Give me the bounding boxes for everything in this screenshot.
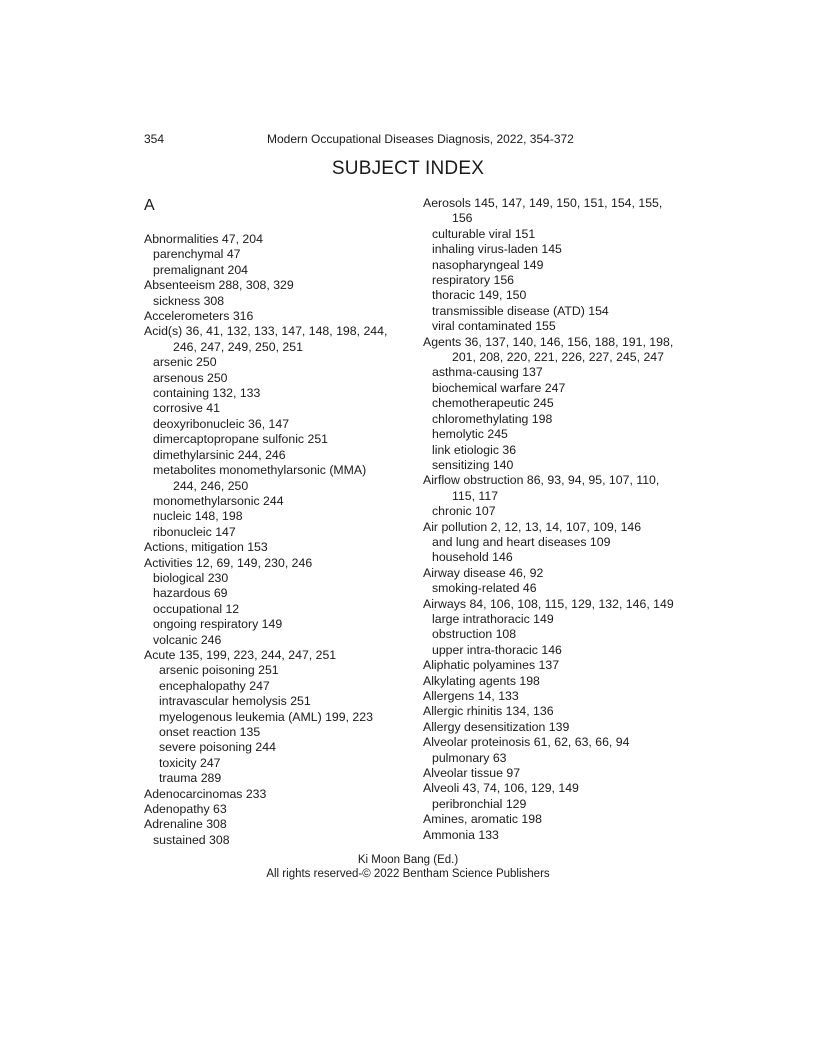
index-entry-continuation: 244, 246, 250: [173, 478, 249, 493]
index-entry: Amines, aromatic 198: [423, 812, 542, 827]
footer-rights: All rights reserved-© 2022 Bentham Science Publishers: [266, 868, 550, 880]
index-entry: Alveolar tissue 97: [423, 766, 521, 781]
index-subentry: severe poisoning 244: [159, 740, 276, 755]
page-title: SUBJECT INDEX: [331, 158, 485, 179]
index-subentry: culturable viral 151: [432, 226, 536, 241]
index-entry: Absenteeism 288, 308, 329: [144, 278, 294, 293]
index-subentry: biological 230: [153, 570, 229, 585]
index-subentry: obstruction 108: [432, 627, 517, 642]
index-entry-continuation: 115, 117: [452, 488, 499, 503]
index-subentry: nasopharyngeal 149: [432, 257, 544, 272]
index-entry: Air pollution 2, 12, 13, 14, 107, 109, 146: [423, 519, 642, 534]
index-subentry: viral contaminated 155: [432, 319, 556, 334]
index-entry: Aerosols 145, 147, 149, 150, 151, 154, 155,: [423, 196, 663, 210]
index-subentry: dimethylarsinic 244, 246: [153, 447, 286, 462]
index-entry: Alveoli 43, 74, 106, 129, 149: [423, 781, 579, 796]
index-entry: Acute 135, 199, 223, 244, 247, 251: [144, 647, 337, 662]
index-subentry: chemotherapeutic 245: [432, 396, 554, 411]
index-subentry: encephalopathy 247: [159, 678, 270, 693]
index-subentry: intravascular hemolysis 251: [159, 694, 311, 709]
index-subentry: chloromethylating 198: [432, 411, 553, 426]
index-subentry: arsenic poisoning 251: [159, 663, 279, 678]
index-subentry: inhaling virus-laden 145: [432, 242, 562, 257]
index-entry: Airways 84, 106, 108, 115, 129, 132, 146, 149: [423, 596, 674, 611]
index-subentry: chronic 107: [432, 504, 496, 519]
index-subentry: deoxyribonucleic 36, 147: [153, 416, 290, 431]
index-subentry: nucleic 148, 198: [153, 509, 243, 524]
index-entry: Adrenaline 308: [144, 817, 227, 832]
index-entry: Abnormalities 47, 204: [144, 232, 263, 246]
index-entry: Alveolar proteinosis 61, 62, 63, 66, 94: [423, 735, 630, 750]
index-subentry: thoracic 149, 150: [432, 288, 527, 303]
section-letter: A: [144, 197, 155, 214]
index-entry: Adenopathy 63: [144, 802, 227, 817]
index-entry: Airway disease 46, 92: [423, 565, 544, 580]
index-entry: Acid(s) 36, 41, 132, 133, 147, 148, 198, 244,: [144, 324, 388, 339]
index-subentry: and lung and heart diseases 109: [432, 534, 611, 549]
index-subentry: toxicity 247: [159, 755, 221, 770]
index-subentry: household 146: [432, 550, 513, 565]
index-subentry: hazardous 69: [153, 586, 228, 601]
footer-editor: Ki Moon Bang (Ed.): [357, 854, 459, 866]
index-subentry: ribonucleic 147: [153, 524, 236, 539]
index-subentry: dimercaptopropane sulfonic 251: [153, 432, 329, 447]
index-subentry: smoking-related 46: [432, 581, 537, 596]
index-subentry: sickness 308: [153, 293, 225, 308]
index-entry-continuation: 156: [452, 211, 473, 226]
index-column-right: [423, 196, 688, 843]
index-subentry: upper intra-thoracic 146: [432, 642, 562, 657]
index-subentry: asthma-causing 137: [432, 365, 543, 380]
index-subentry: parenchymal 47: [153, 247, 241, 262]
index-entry: Agents 36, 137, 140, 146, 156, 188, 191, 198,: [423, 334, 674, 349]
index-entry: Accelerometers 316: [144, 309, 254, 324]
index-entry: Activities 12, 69, 149, 230, 246: [144, 555, 313, 570]
index-subentry: monomethylarsonic 244: [153, 493, 284, 508]
page-number: 354: [144, 132, 165, 146]
index-subentry: metabolites monomethylarsonic (MMA): [153, 463, 367, 478]
index-entry: Adenocarcinomas 233: [144, 786, 267, 801]
index-entry: Airflow obstruction 86, 93, 94, 95, 107, 110,: [423, 473, 660, 488]
index-subentry: arsenic 250: [153, 355, 217, 370]
index-entry: Ammonia 133: [423, 827, 499, 842]
index-entry: Allergy desensitization 139: [423, 719, 570, 734]
index-subentry: hemolytic 245: [432, 427, 508, 442]
index-subentry: corrosive 41: [153, 401, 220, 416]
index-subentry: myelogenous leukemia (AML) 199, 223: [159, 709, 373, 724]
index-entry: Allergens 14, 133: [423, 689, 519, 703]
index-subentry: link etiologic 36: [432, 442, 517, 457]
index-entry-continuation: 201, 208, 220, 221, 226, 227, 245, 247: [452, 350, 664, 365]
index-entry-continuation: 246, 247, 249, 250, 251: [173, 339, 303, 354]
index-subentry: volcanic 246: [153, 632, 222, 647]
index-subentry: respiratory 156: [432, 273, 515, 288]
index-subentry: sensitizing 140: [432, 457, 514, 472]
index-entry: Allergic rhinitis 134, 136: [423, 704, 554, 719]
index-subentry: onset reaction 135: [159, 725, 261, 739]
index-subentry: sustained 308: [153, 832, 230, 847]
index-subentry: ongoing respiratory 149: [153, 617, 283, 632]
index-subentry: arsenous 250: [153, 370, 228, 385]
index-subentry: pulmonary 63: [432, 750, 507, 765]
index-entry: Alkylating agents 198: [423, 673, 540, 688]
index-entry: Actions, mitigation 153: [144, 540, 268, 555]
index-entry: Aliphatic polyamines 137: [423, 658, 560, 673]
index-subentry: containing 132, 133: [153, 386, 261, 401]
index-subentry: trauma 289: [159, 771, 222, 786]
index-subentry: occupational 12: [153, 601, 240, 616]
index-subentry: biochemical warfare 247: [432, 380, 566, 395]
index-subentry: peribronchial 129: [432, 796, 527, 811]
index-subentry: transmissible disease (ATD) 154: [432, 303, 609, 318]
index-column-left: [144, 232, 409, 848]
index-subentry: premalignant 204: [153, 262, 249, 277]
index-subentry: large intrathoracic 149: [432, 611, 554, 626]
running-head: Modern Occupational Diseases Diagnosis, 2022, 354-372: [267, 132, 574, 146]
